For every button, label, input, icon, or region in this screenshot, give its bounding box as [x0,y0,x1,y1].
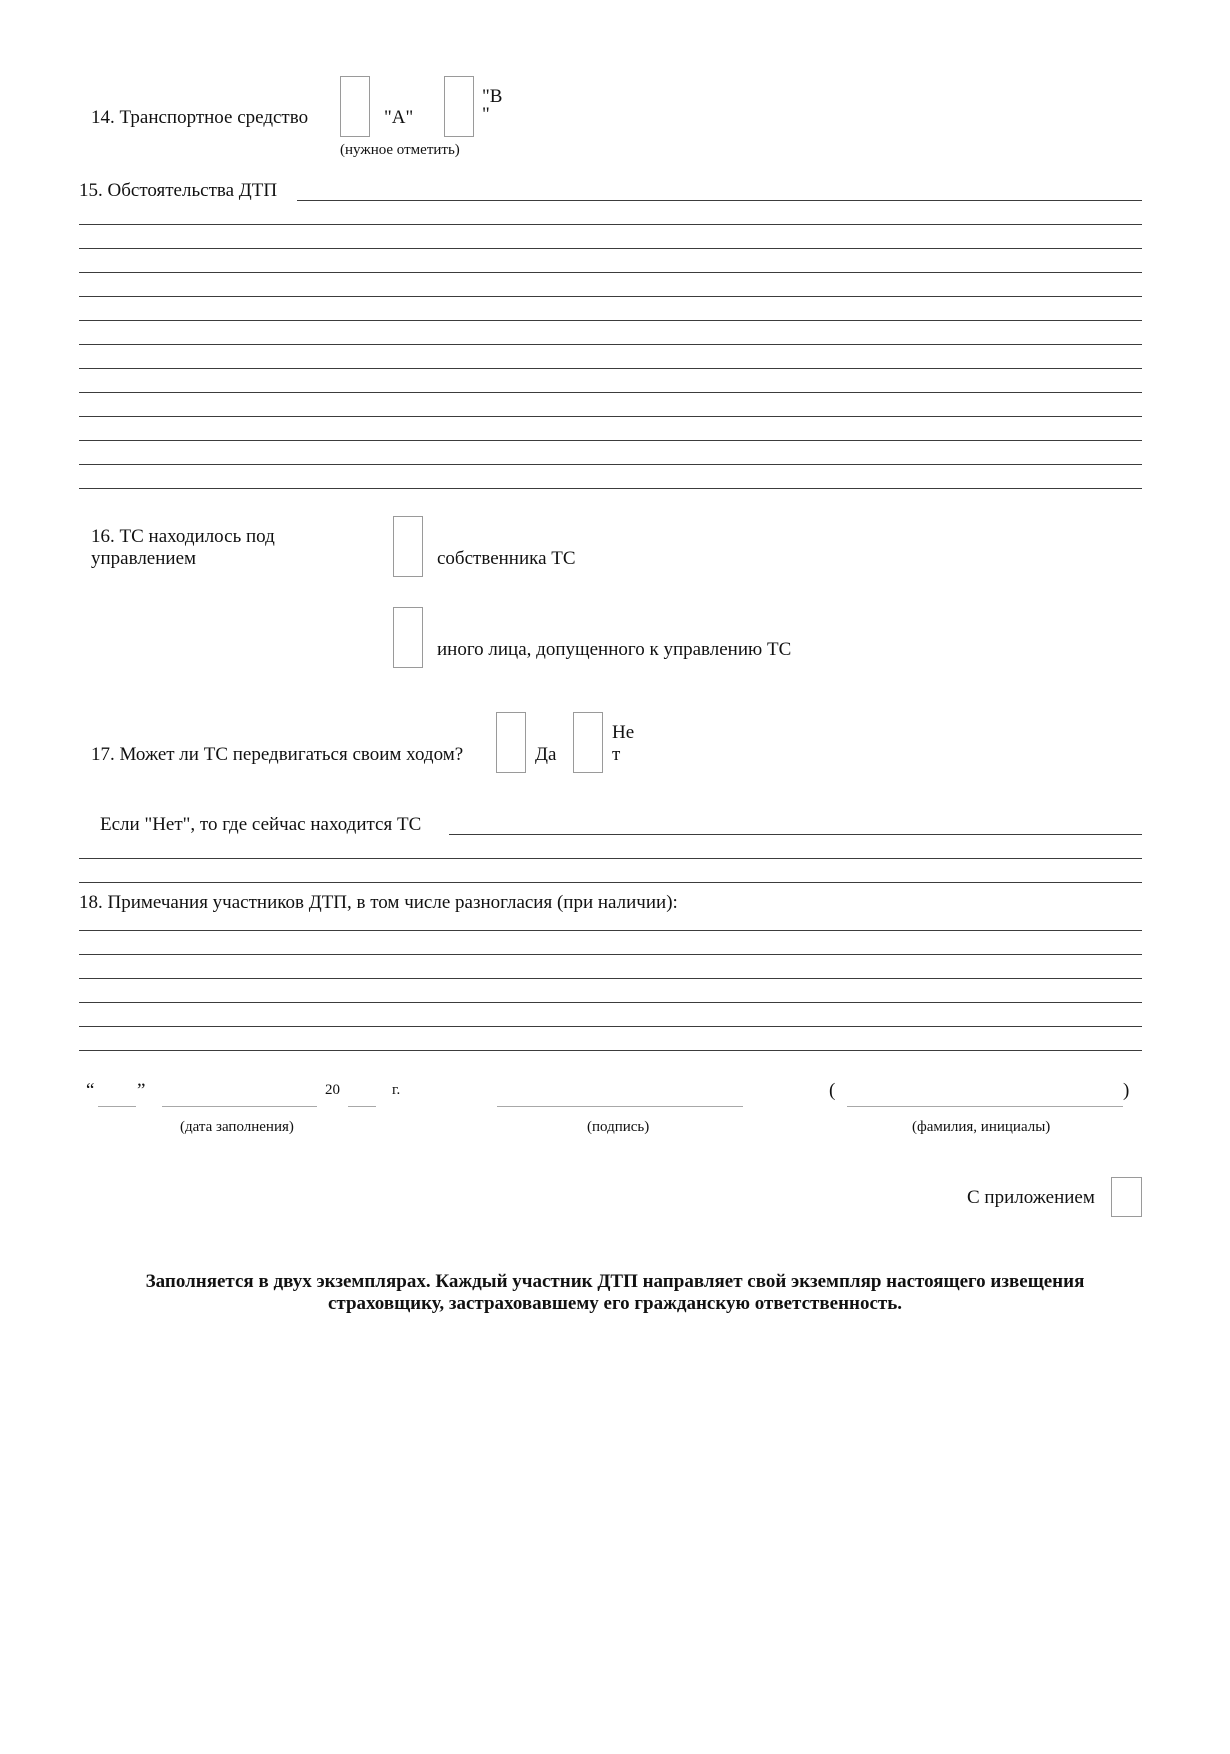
can-move-no-checkbox[interactable] [573,712,603,773]
driver-owner-checkbox[interactable] [393,516,423,577]
vehicle-location-line[interactable] [79,858,1142,859]
can-move-yes-checkbox[interactable] [496,712,526,773]
notes-line[interactable] [79,1026,1142,1027]
date-quote-open: “ [86,1080,95,1101]
circumstances-line[interactable] [79,392,1142,393]
item18-label: 18. Примечания участников ДТП, в том числе разногласия (при наличии): [79,892,678,913]
date-year-prefix: 20 [325,1082,340,1098]
date-quote-close: ” [137,1080,146,1101]
footer-note-line1: Заполняется в двух экземплярах. Каждый участник ДТП направляет свой экземпляр настоящего извещения [145,1271,1085,1292]
circumstances-line[interactable] [79,416,1142,417]
item17-label: 17. Может ли ТС передвигаться своим ходом? [91,744,464,765]
circumstances-line[interactable] [79,272,1142,273]
signature-field[interactable] [497,1106,743,1107]
can-move-yes-label: Да [535,744,557,765]
circumstances-field-line[interactable] [297,200,1142,201]
circumstances-line[interactable] [79,344,1142,345]
attachment-label: С приложением [967,1187,1095,1208]
can-move-no-label-line1: Не [612,722,635,743]
footer-note [80,1271,1150,1315]
item16-label-line2: управлением [91,548,197,569]
notes-line[interactable] [79,1002,1142,1003]
item15-label: 15. Обстоятельства ДТП [79,180,278,201]
signature-caption: (подпись) [587,1119,650,1135]
vehicle-b-checkbox[interactable] [444,76,474,137]
circumstances-line[interactable] [79,440,1142,441]
name-paren-open: ( [829,1080,836,1101]
circumstances-line[interactable] [79,464,1142,465]
vehicle-location-line[interactable] [79,882,1142,883]
vehicle-b-label-line2: " [482,104,490,125]
name-caption: (фамилия, инициалы) [912,1119,1051,1135]
notes-line[interactable] [79,978,1142,979]
date-day-field[interactable] [98,1106,136,1107]
date-month-field[interactable] [162,1106,317,1107]
vehicle-location-field-line[interactable] [449,834,1142,835]
date-caption: (дата заполнения) [180,1119,294,1135]
can-move-no-label-line2: т [612,744,621,765]
item16-label-line1: 16. ТС находилось под [91,526,275,547]
circumstances-line[interactable] [79,320,1142,321]
vehicle-b-label-line1: "В [482,86,503,107]
circumstances-line[interactable] [79,296,1142,297]
circumstances-line[interactable] [79,488,1142,489]
name-paren-close: ) [1123,1080,1130,1101]
circumstances-line[interactable] [79,248,1142,249]
notes-line[interactable] [79,930,1142,931]
vehicle-a-checkbox[interactable] [340,76,370,137]
driver-other-label: иного лица, допущенного к управлению ТС [437,639,792,660]
name-field[interactable] [847,1106,1123,1107]
vehicle-a-label: "A" [384,107,414,128]
circumstances-line[interactable] [79,224,1142,225]
date-year-suffix: г. [392,1082,401,1098]
notes-line[interactable] [79,954,1142,955]
driver-other-checkbox[interactable] [393,607,423,668]
date-year-field[interactable] [348,1106,376,1107]
footer-note-line2: страховщику, застраховавшему его гражданскую ответственность. [327,1293,903,1314]
vehicle-hint: (нужное отметить) [340,142,460,158]
notes-line[interactable] [79,1050,1142,1051]
item14-label: 14. Транспортное средство [91,107,309,128]
attachment-checkbox[interactable] [1111,1177,1142,1217]
driver-owner-label: собственника ТС [437,548,576,569]
circumstances-line[interactable] [79,368,1142,369]
vehicle-location-label: Если "Нет", то где сейчас находится ТС [100,814,422,835]
